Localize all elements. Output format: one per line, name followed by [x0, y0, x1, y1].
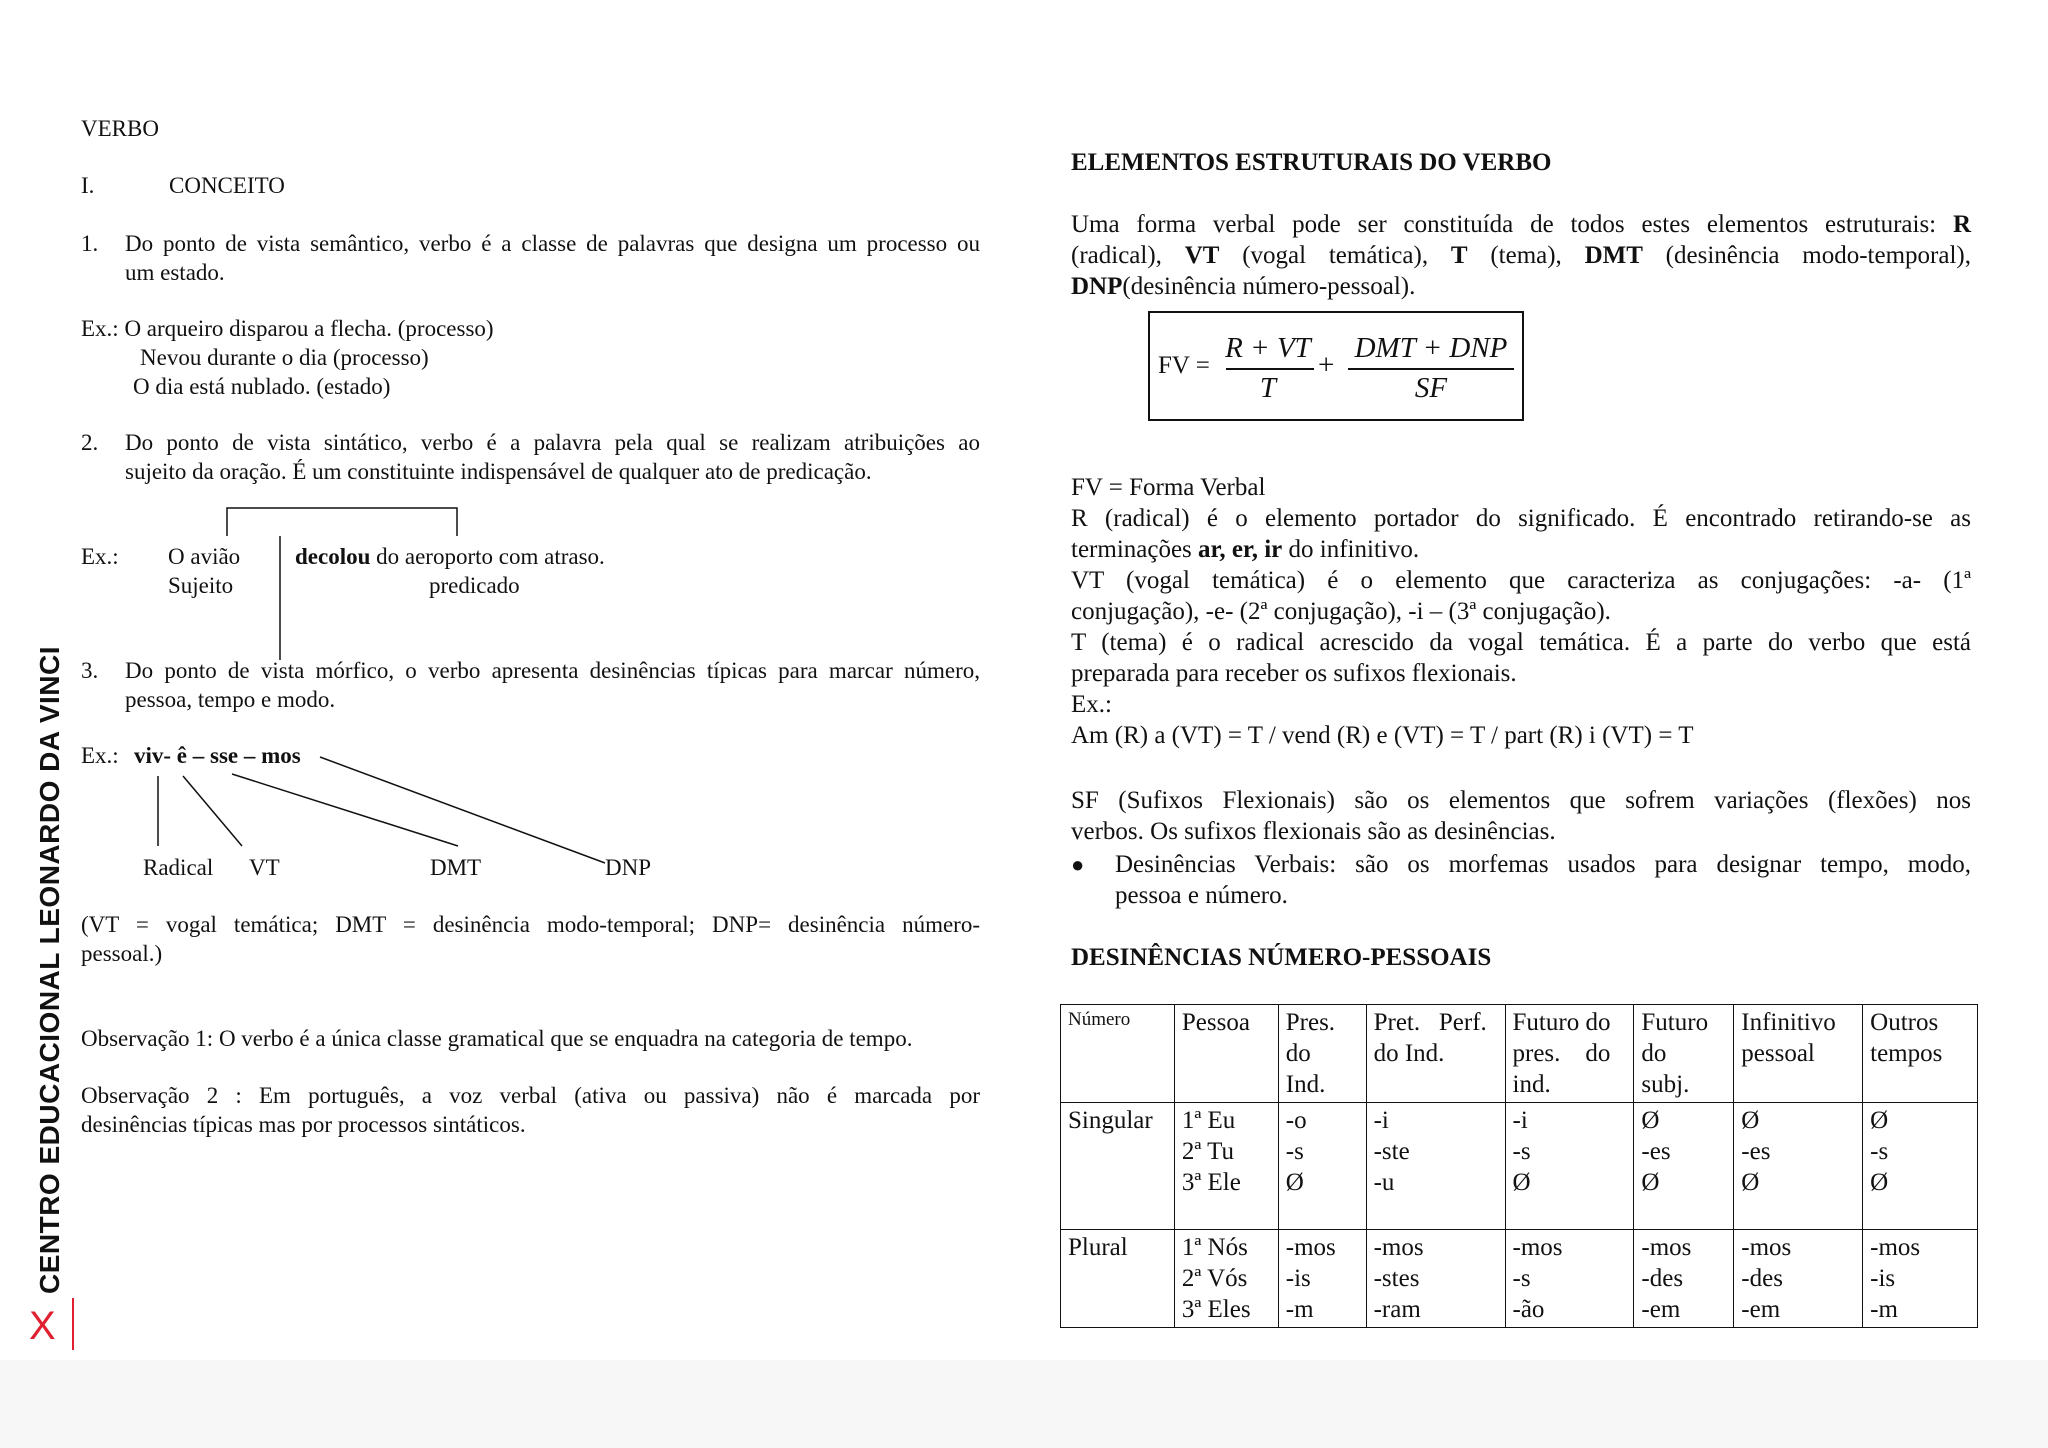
intro-dmt-term: DMT — [1584, 242, 1643, 269]
item-3-line-1: Do ponto de vista mórfico, o verbo apresenta desinências típicas para marcar número, — [125, 658, 980, 683]
intro-r-term: R — [1952, 211, 1971, 238]
table-cell: -mos -des -em — [1634, 1230, 1734, 1328]
table-cell: Ø -es Ø — [1734, 1103, 1863, 1230]
radical-line-2-text: do infinitivo. — [1282, 536, 1420, 563]
legend-line-2: pessoal.) — [81, 941, 163, 966]
table-cell: -mos -s -ão — [1505, 1230, 1634, 1328]
observation-2-line-2: desinências típicas mas por processos sintáticos. — [81, 1112, 526, 1137]
formula-plus: + — [1318, 349, 1335, 381]
table-header-cell: Infinitivo pessoal — [1734, 1005, 1863, 1103]
table-cell: -mos -des -em — [1734, 1230, 1863, 1328]
observation-2-line-1: Observação 2 : Em português, a voz verbal (ativa ou passiva) não é marcada por — [81, 1083, 980, 1108]
legend-line-1: (VT = vogal temática; DMT = desinência modo-temporal; DNP= desinência número- — [81, 912, 980, 937]
example-1-line-2: Nevou durante o dia (processo) — [140, 345, 429, 370]
table-row-singular — [1061, 1103, 1978, 1230]
tema-line-1: T (tema) é o radical acrescido da vogal temática. É a parte do verbo que está — [1071, 629, 1971, 656]
bullet-line-1: Desinências Verbais: são os morfemas usados para designar tempo, modo, — [1115, 851, 1971, 878]
radical-line-2-text: terminações — [1071, 536, 1199, 563]
table-cell: -o -s Ø — [1278, 1103, 1366, 1230]
formula-denominator-1: T — [1259, 372, 1277, 404]
table-cell: Ø -es Ø — [1634, 1103, 1734, 1230]
item-number-3: 3. — [81, 658, 99, 683]
heading-desinences: DESINÊNCIAS NÚMERO-PESSOAIS — [1071, 944, 1492, 971]
formula-box — [1148, 311, 1524, 421]
page-bottom-band — [0, 1360, 2048, 1448]
fv-definition: FV = Forma Verbal — [1071, 474, 1266, 501]
example-2-label: Ex.: — [81, 544, 119, 569]
intro-vt-term: VT — [1184, 242, 1220, 269]
radical-endings: ar, er, ir — [1198, 536, 1283, 563]
example-line: Am (R) a (VT) = T / vend (R) e (VT) = T / part (R) i (VT) = T — [1071, 722, 1694, 749]
table-header-cell: Pres. do Ind. — [1278, 1005, 1366, 1103]
table-header-cell: Futuro do pres. do ind. — [1505, 1005, 1634, 1103]
section-number: I. — [81, 173, 95, 198]
example-2-predicate — [295, 542, 605, 571]
formula-fraction-line-2 — [1348, 368, 1514, 370]
example-1-line-1: Ex.: O arqueiro disparou a flecha. (processo) — [81, 316, 494, 341]
table-cell: Singular — [1061, 1103, 1175, 1230]
intro-line-3-text: (desinência número-pessoal). — [1122, 273, 1416, 300]
dmt-pointer — [232, 774, 458, 846]
radical-line-2 — [1071, 534, 1419, 565]
example-2-subject: O avião — [168, 544, 241, 569]
table-cell: -i -s Ø — [1505, 1103, 1634, 1230]
table-cell: -mos -stes -ram — [1366, 1230, 1505, 1328]
table-header-cell: Pret. Perf. do Ind. — [1366, 1005, 1505, 1103]
section-title: CONCEITO — [169, 173, 285, 198]
table-cell: 1ª Eu 2ª Tu 3ª Ele — [1174, 1103, 1278, 1230]
example-2-predicate-label: predicado — [429, 573, 520, 598]
item-2-line-2: sujeito da oração. É um constituinte indispensável de qualquer ato de predicação. — [125, 459, 872, 484]
intro-t-term: T — [1450, 242, 1468, 269]
item-number-1: 1. — [81, 231, 99, 256]
example-3-dmt: DMT — [430, 855, 482, 880]
intro-dnp-term: DNP — [1071, 273, 1123, 300]
formula-denominator-2: SF — [1414, 372, 1448, 404]
table-cell: Plural — [1061, 1230, 1175, 1328]
item-2-line-1: Do ponto de vista sintático, verbo é a palavra pela qual se realizam atribuições ao — [125, 430, 980, 455]
example-2-verb: decolou — [295, 544, 371, 569]
item-3-line-2: pessoa, tempo e modo. — [125, 687, 336, 712]
radical-line-1: R (radical) é o elemento portador do significado. É encontrado retirando-se as — [1071, 505, 1971, 532]
table-cell: Ø -s Ø — [1863, 1103, 1978, 1230]
logo-divider — [72, 1298, 74, 1350]
item-1-line-2: um estado. — [125, 260, 225, 285]
table-header-cell: Pessoa — [1174, 1005, 1278, 1103]
desinences-table — [1060, 1004, 1978, 1328]
table-header-row — [1061, 1005, 1978, 1103]
item-1-line-1: Do ponto de vista semântico, verbo é a classe de palavras que designa um processo ou — [125, 231, 980, 256]
example-3-dnp: DNP — [605, 855, 652, 880]
example-label: Ex.: — [1071, 691, 1112, 718]
predicate-bracket — [227, 508, 457, 536]
example-3-radical: Radical — [143, 855, 214, 880]
bullet-icon: ● — [1071, 852, 1085, 877]
intro-line-1-text: Uma forma verbal pode ser constituída de todos estes elementos estruturais: — [1071, 211, 1953, 238]
table-header-cell: Outros tempos — [1863, 1005, 1978, 1103]
example-1-line-3: O dia está nublado. (estado) — [133, 374, 391, 399]
sf-line-2: verbos. Os sufixos flexionais são as desinências. — [1071, 818, 1556, 845]
vt-line-1: VT (vogal temática) é o elemento que caracteriza as conjugações: -a- (1ª — [1071, 567, 1971, 594]
bullet-line-2: pessoa e número. — [1115, 882, 1288, 909]
table-cell: -mos -is -m — [1863, 1230, 1978, 1328]
dnp-pointer — [320, 757, 605, 863]
heading-structural-elements: ELEMENTOS ESTRUTURAIS DO VERBO — [1071, 149, 1552, 176]
example-2-subject-label: Sujeito — [168, 573, 234, 598]
intro-line-2-part: (radical), — [1071, 242, 1185, 269]
observation-1: Observação 1: O verbo é a única classe gramatical que se enquadra na categoria de tempo. — [81, 1026, 913, 1051]
formula-numerator-1: R + VT — [1225, 332, 1311, 364]
intro-line-3 — [1071, 271, 1415, 302]
table-header-cell: Número — [1061, 1005, 1175, 1103]
table-cell: 1ª Nós 2ª Vós 3ª Eles — [1174, 1230, 1278, 1328]
tema-line-2: preparada para receber os sufixos flexionais. — [1071, 660, 1517, 687]
table-header-cell: Futuro do subj. — [1634, 1005, 1734, 1103]
table-row-plural — [1061, 1230, 1978, 1328]
formula-fraction-line-1 — [1226, 368, 1314, 370]
page-title: VERBO — [81, 116, 159, 141]
intro-line-2-part: (desinência modo-temporal), — [1642, 242, 1971, 269]
intro-line-2-part: (tema), — [1467, 242, 1585, 269]
table-cell: -mos -is -m — [1278, 1230, 1366, 1328]
example-3-label: Ex.: — [81, 743, 119, 768]
sf-line-1: SF (Sufixos Flexionais) são os elementos que sofrem variações (flexões) nos — [1071, 787, 1971, 814]
logo-x-icon: X — [29, 1304, 56, 1348]
formula-lhs: FV = — [1158, 352, 1210, 379]
example-3-vt: VT — [249, 855, 280, 880]
item-number-2: 2. — [81, 430, 99, 455]
sidebar-brand-text: CENTRO EDUCACIONAL LEONARDO DA VINCI — [34, 646, 65, 1295]
example-3-word: viv- ê – sse – mos — [134, 743, 301, 768]
table-cell: -i -ste -u — [1366, 1103, 1505, 1230]
intro-line-2-part: (vogal temática), — [1219, 242, 1451, 269]
formula-numerator-2: DMT + DNP — [1354, 332, 1508, 364]
vt-pointer — [183, 776, 242, 846]
example-2-rest: do aeroporto com atraso. — [370, 544, 605, 569]
vt-line-2: conjugação), -e- (2ª conjugação), -i – (3ª conjugação). — [1071, 598, 1611, 625]
